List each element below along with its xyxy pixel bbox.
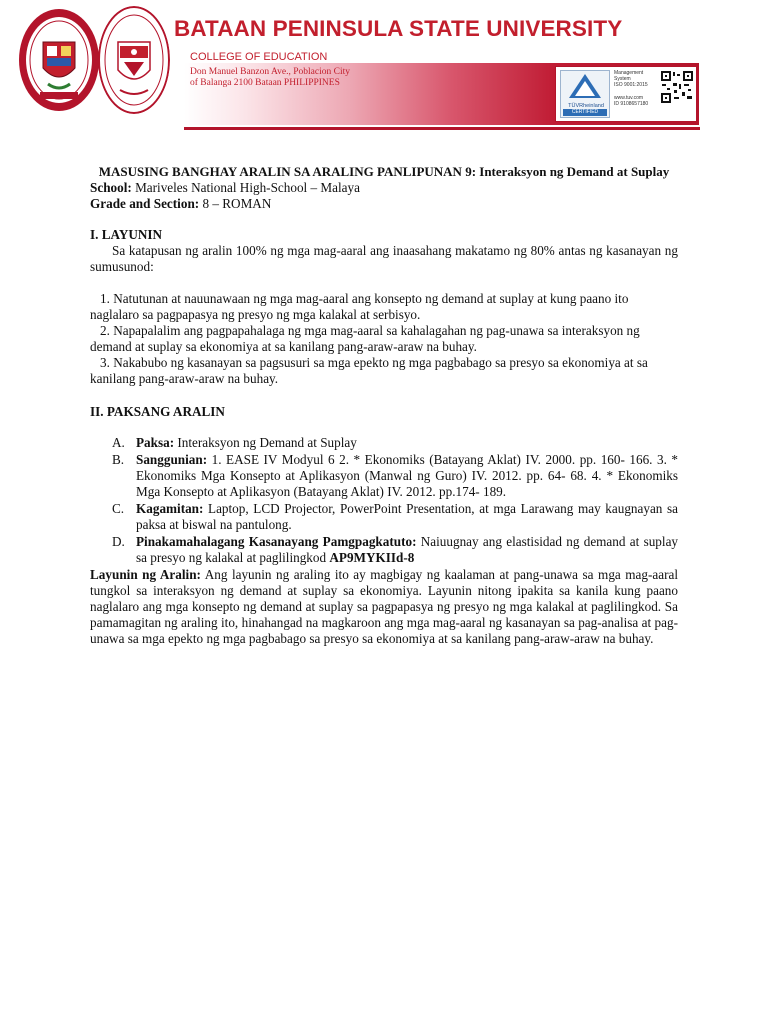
tuv-certified-badge: CERTIFIED <box>563 109 607 116</box>
objective-item: 3. Nakabubo ng kasanayan sa pagsusuri sa mga epekto ng mga pagbabago sa presyo sa ekonomiya at sa kanilang pang-araw-araw na buhay. <box>90 355 648 386</box>
layunin-ng-aralin <box>90 567 678 647</box>
university-name: BATAAN PENINSULA STATE UNIVERSITY <box>174 16 623 41</box>
paksang-aralin-list <box>90 435 678 566</box>
list-item <box>90 534 678 566</box>
list-item-text: Interaksyon ng Demand at Suplay <box>174 435 357 450</box>
list-item <box>90 452 678 500</box>
list-item-body <box>136 534 678 566</box>
tuv-rheinland-logo <box>560 70 610 118</box>
layunin-label: Layunin ng Aralin: <box>90 567 201 582</box>
list-item-text: 1. EASE IV Modyul 6 2. * Ekonomiks (Batayang Aklat) IV. 2000. pp. 160- 166. 3. * Ekonomiks Mga Konsepto at Aplikasyon (Manwal ng Guro) IV. 2012. pp. 64- 68. 4. * Ekonomiks Mga Konsepto at Aplikasyon (Batayang Aklat) IV. 2012. pp.174- 189. <box>136 452 678 499</box>
list-item-body <box>136 501 678 533</box>
list-item <box>90 435 678 451</box>
college-of-education-seal-logo <box>98 6 170 114</box>
objective-item: 1. Natutunan at nauunawaan ng mga mag-aaral ang konsepto ng demand at suplay at kung paano ito naglalaro sa pagpapasya ng presyo ng mga kalakal at serbisyo. <box>90 291 629 322</box>
cert-line: www.tuv.com <box>614 94 644 101</box>
list-item-label: Pinakamahalagang Kasanayang Pamgpagkatuto: <box>136 534 417 549</box>
bpsu-seal-logo <box>18 8 100 112</box>
university-address <box>190 67 350 89</box>
list-item <box>90 501 678 533</box>
lesson-plan-document <box>90 163 678 647</box>
objective-item: 2. Napapalalim ang pagpapahalaga ng mga mag-aaral sa kahalagahan ng pag-unawa sa interaksyon ng demand at suplay sa ekonomiya at sa kanilang pang-araw-araw na buhay. <box>90 323 640 354</box>
qr-code-icon <box>660 70 694 104</box>
list-item-label: Kagamitan: <box>136 501 204 516</box>
layunin-text: Ang layunin ng araling ito ay magbigay ng kaalaman at pang-unawa sa mga mag-aaral tungkol sa interaksyon ng demand at suplay sa ekonomiya. Layunin nitong ipakita sa kanila kung paano naglalaro ang mga konsepto ng demand at suplay sa pagpapasya ng presyo ng mga kalakal at paglilingkod. Sa pamamagitan ng araling ito, hinahangad na magkaroon ang mga mag-aaral ng kasanayan sa pag-analisa at pag-unawa sa mga epekto ng mga pagbabago sa presyo sa ekonomiya at sa kanilang pang-araw-araw na buhay. <box>90 567 678 646</box>
document-title: MASUSING BANGHAY ARALIN SA ARALING PANLIPUNAN 9: Interaksyon ng Demand at Suplay <box>98 164 670 179</box>
list-item-text: Laptop, LCD Projector, PowerPoint Presentation, at mga Larawang may kaugnayan sa paksa at biswal na pantulong. <box>136 501 678 532</box>
cert-line: Management <box>614 70 644 76</box>
tuv-logo-text: TÜVRheinland <box>568 103 604 109</box>
list-item-letter: C. <box>112 501 125 516</box>
school-value: Mariveles National High-School – Malaya <box>131 180 360 195</box>
list-item-letter: D. <box>112 534 125 549</box>
list-item-body <box>136 452 678 500</box>
cert-line: ID 9108657180 <box>614 101 649 108</box>
grade-value: 8 – ROMAN <box>199 196 272 211</box>
school-label: School: <box>90 180 132 195</box>
grade-label: Grade and Section: <box>90 196 200 211</box>
section-heading-paksang-aralin: II. PAKSANG ARALIN <box>90 404 225 419</box>
section-heading-layunin: I. LAYUNIN <box>90 227 163 242</box>
competency-code: AP9MYKIId-8 <box>329 550 415 565</box>
iso-certification-badge <box>555 66 697 122</box>
school-field <box>90 180 678 196</box>
address-line-2: of Balanga 2100 Bataan PHILIPPINES <box>190 78 340 88</box>
list-item-text: Naiuugnay ang elastisidad ng demand at suplay sa presyo ng kalakal at paglilingkod <box>136 534 679 565</box>
list-item-letter: A. <box>112 435 125 450</box>
grade-section-field <box>90 196 678 212</box>
layunin-intro: Sa katapusan ng aralin 100% ng mga mag-aaral ang inaasahang makatamo ng 80% antas ng kasanayan ng sumusunod: <box>90 243 678 274</box>
college-name: COLLEGE OF EDUCATION <box>190 51 328 63</box>
tuv-triangle-icon <box>561 71 609 101</box>
list-item-body <box>136 435 678 451</box>
list-item-label: Sanggunian: <box>136 452 208 467</box>
list-item-label: Paksa: <box>136 435 175 450</box>
cert-line: ISO 9001:2015 <box>614 82 648 89</box>
list-item-letter: B. <box>112 452 125 467</box>
header-divider <box>184 127 700 130</box>
address-line-1: Don Manuel Banzon Ave., Poblacion City <box>190 67 350 77</box>
certification-text <box>614 70 658 107</box>
cert-line: System <box>614 76 631 83</box>
